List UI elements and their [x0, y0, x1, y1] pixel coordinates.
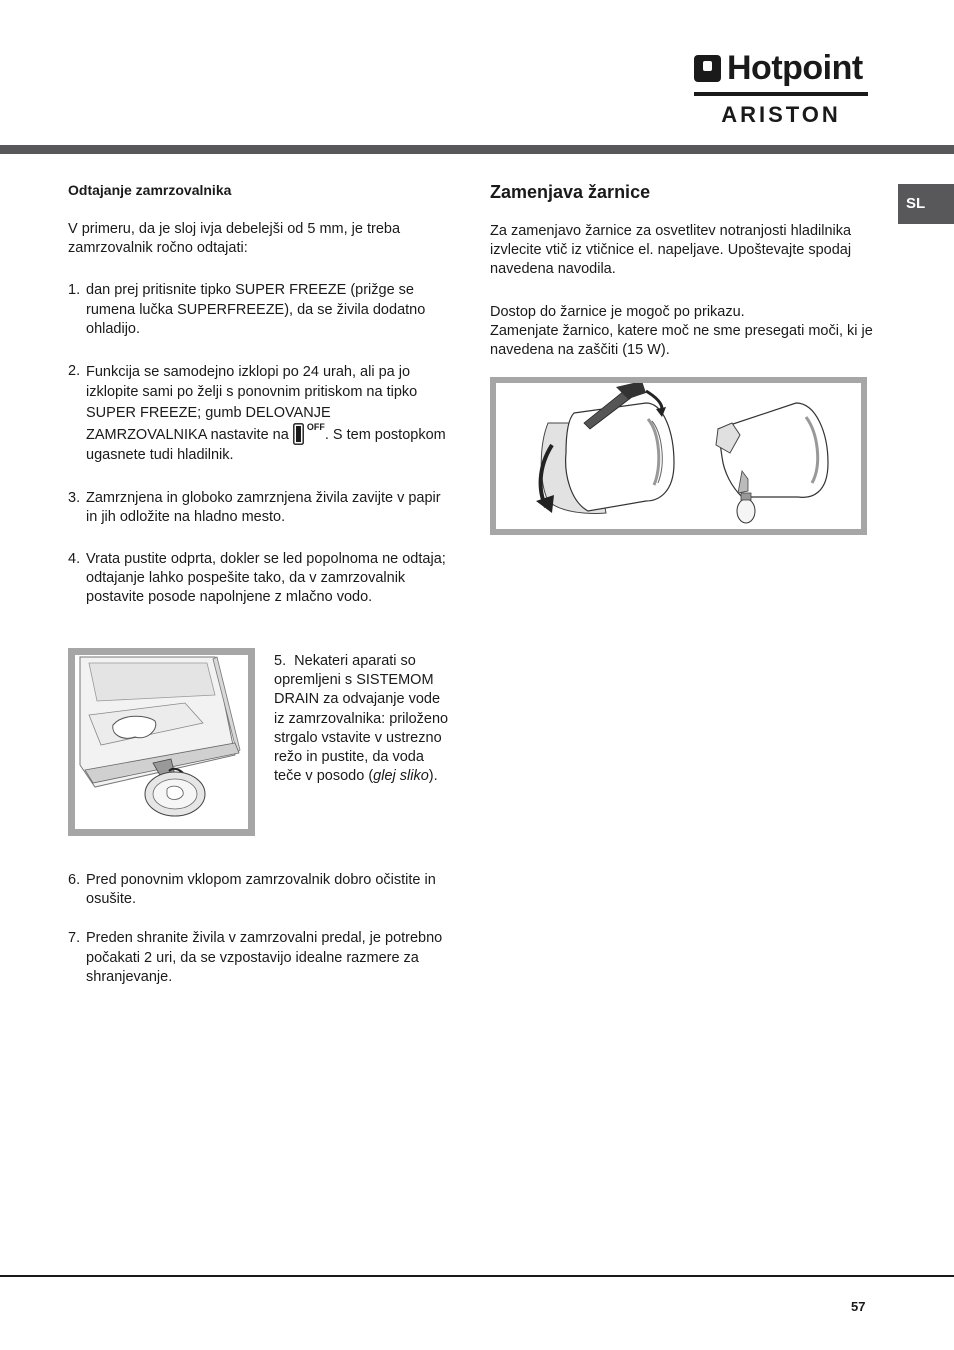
left-column-continued	[68, 871, 448, 987]
knob-indicator-icon	[293, 423, 304, 445]
step-5	[274, 652, 454, 786]
off-label: OFF	[306, 421, 325, 432]
logo-sub-text: ARISTON	[721, 102, 841, 127]
language-tab: SL	[898, 184, 954, 224]
page-number: 57	[851, 1299, 866, 1314]
freezer-drain-drawing	[75, 655, 248, 829]
list-text: Vrata pustite odprta, dokler se led popolnoma ne odtaja; odtajanje lahko pospešite tako, da v zamrzovalnik postavite posode napolnjene z mlačno vodo.	[86, 550, 446, 606]
list-number: 6.	[68, 872, 81, 888]
list-number: 5.	[274, 653, 287, 669]
left-column	[68, 181, 448, 608]
off-knob-icon	[293, 423, 325, 445]
list-item	[68, 281, 448, 339]
list-text: Pred ponovnim vklopom zamrzovalnik dobro očistite in osušite.	[86, 872, 436, 908]
list-number: 2.	[68, 363, 81, 380]
list-number: 1.	[68, 282, 81, 299]
see-image-text: glej sliko	[373, 768, 429, 785]
list-item	[68, 550, 448, 608]
list-text: Zamrznjena in globoko zamrznjena živila zavijte v papir in jih odložite na hladno mesto.	[86, 489, 441, 525]
list-item	[68, 871, 448, 909]
list-item	[68, 929, 448, 987]
logo-brand-text: Hotpoint	[727, 49, 863, 87]
list-item	[68, 489, 448, 527]
list-number: 4.	[68, 550, 81, 567]
footer-rule	[0, 1275, 954, 1277]
defrost-intro: V primeru, da je sloj ivja debelejši od 5 mm, je treba zamrzovalnik ročno odtajati:	[68, 221, 401, 257]
list-text: Preden shranite živila v zamrzovalni predal, je potrebno počakati 2 uri, da se vzpostavijo idealne razmere za shranjevanje.	[86, 930, 443, 985]
header-band	[0, 145, 954, 154]
bulb-para-1: Za zamenjavo žarnice za osvetlitev notranjosti hladilnika izvlecite vtič iz vtičnice el. napeljave. Upoštevajte spodaj navedena navodila.	[490, 223, 852, 278]
bulb-para-2: Dostop do žarnice je mogoč po prikazu.	[490, 303, 745, 320]
bulb-replacement-drawing	[496, 383, 861, 529]
list-text: ).	[428, 768, 438, 785]
list-text-compound	[86, 362, 448, 465]
section-title-defrost: Odtajanje zamrzovalnika	[68, 182, 232, 198]
list-text: . S tem postopkom ugasnete tudi hladilnik.	[86, 426, 446, 464]
logo-divider	[694, 92, 868, 96]
list-number: 7.	[68, 930, 81, 947]
drain-illustration	[68, 648, 255, 836]
brand-logo	[694, 50, 868, 128]
logo-mark-icon	[694, 55, 721, 82]
list-item	[68, 362, 448, 465]
bulb-para-3: Zamenjate žarnico, katere moč ne sme presegati moči, ki je navedena na zaščiti (15 W).	[490, 322, 873, 359]
list-text: Funkcija se samodejno izklopi po 24 urah, ali pa jo izklopite sami po želji s ponovnim pritiskom na tipko SUPER FREEZE; gumb DELOVANJE ZAMRZOVALNIKA nastavite na	[86, 364, 418, 443]
right-column	[490, 181, 875, 360]
section-title-bulb: Zamenjava žarnice	[490, 182, 651, 202]
list-number: 3.	[68, 489, 81, 506]
bulb-illustration	[490, 377, 867, 535]
list-text: dan prej pritisnite tipko SUPER FREEZE (prižge se rumena lučka SUPERFREEZE), da se živila dodatno ohladijo.	[86, 282, 426, 337]
list-text: Nekateri aparati so opremljeni s SISTEMOM DRAIN za odvajanje vode iz zamrzovalnika: priloženo strgalo vstavite v ustrezno režo in pustite, da voda teče v posodo (	[274, 653, 449, 785]
